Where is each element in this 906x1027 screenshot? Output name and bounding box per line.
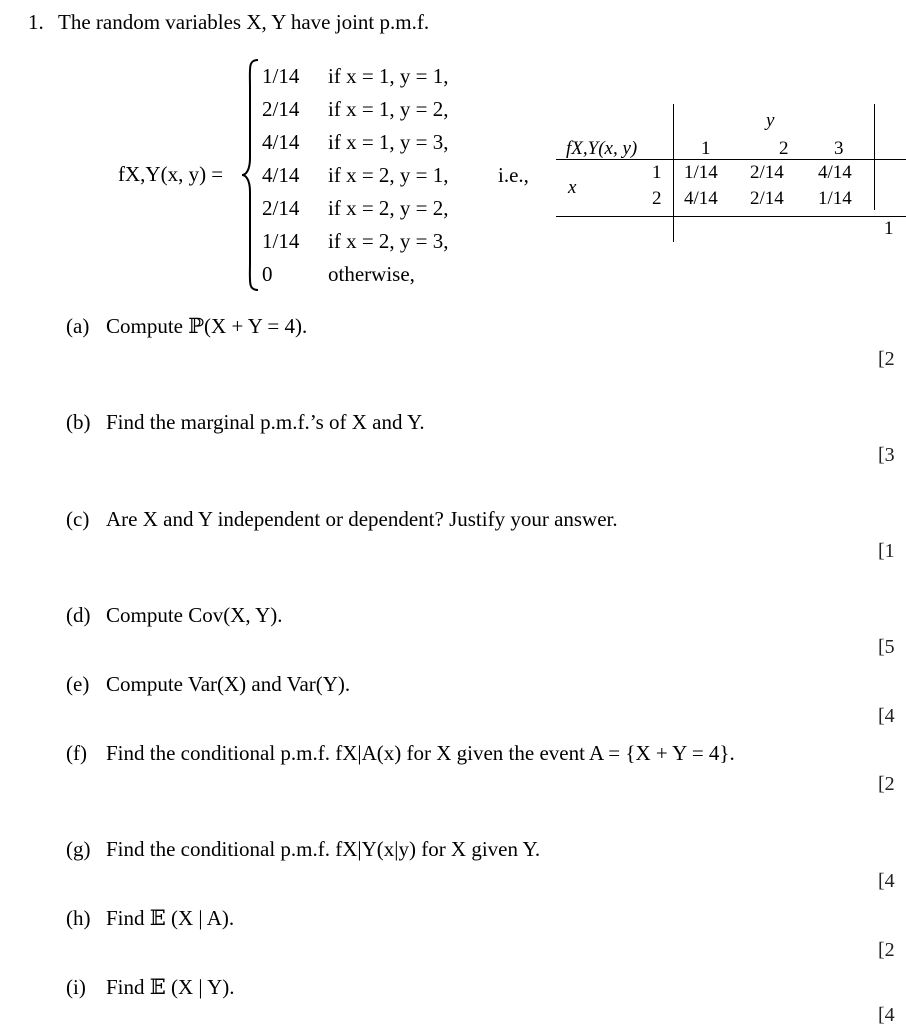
case-value: 4/14 bbox=[262, 130, 300, 154]
part-marks: [3 bbox=[878, 444, 895, 466]
part-text: Find the conditional p.m.f. fX|Y(x|y) for X given Y. bbox=[106, 837, 541, 861]
table-col-header: 2 bbox=[779, 138, 789, 159]
question-number: 1. bbox=[28, 10, 44, 34]
table-cell: 2/14 bbox=[750, 162, 784, 183]
case-condition: if x = 1, y = 1, bbox=[328, 64, 449, 88]
table-cell: 2/14 bbox=[750, 188, 784, 209]
part-label: (d) bbox=[66, 603, 91, 627]
table-col-header: 1 bbox=[701, 138, 711, 159]
part-marks: [4 bbox=[878, 705, 895, 727]
case-condition: if x = 1, y = 3, bbox=[328, 130, 449, 154]
part-text: Find 𝔼 (X | A). bbox=[106, 906, 235, 930]
pmf-lhs: fX,Y(x, y) = bbox=[118, 162, 224, 186]
part-label: (e) bbox=[66, 672, 90, 696]
part-text: Compute Var(X) and Var(Y). bbox=[106, 672, 351, 696]
table-cell: 4/14 bbox=[684, 188, 718, 209]
case-value: 1/14 bbox=[262, 64, 300, 88]
table-row-label: 2 bbox=[652, 188, 662, 209]
part-label: (f) bbox=[66, 741, 87, 765]
part-label: (i) bbox=[66, 975, 86, 999]
part-text: Compute Cov(X, Y). bbox=[106, 603, 283, 627]
part-text: Are X and Y independent or dependent? Justify your answer. bbox=[106, 507, 618, 531]
case-value: 2/14 bbox=[262, 97, 300, 121]
part-text: Find the marginal p.m.f.’s of X and Y. bbox=[106, 410, 425, 434]
part-label: (c) bbox=[66, 507, 90, 531]
case-value: 1/14 bbox=[262, 229, 300, 253]
part-marks: [4 bbox=[878, 870, 895, 892]
part-marks: [4 bbox=[878, 1004, 895, 1026]
table-col-var: y bbox=[766, 110, 775, 131]
table-cell: 1/14 bbox=[684, 162, 718, 183]
case-condition: otherwise, bbox=[328, 262, 415, 286]
case-condition: if x = 2, y = 3, bbox=[328, 229, 449, 253]
part-marks: [2 bbox=[878, 348, 895, 370]
case-condition: if x = 2, y = 1, bbox=[328, 163, 449, 187]
case-value: 4/14 bbox=[262, 163, 300, 187]
table-row-var: x bbox=[568, 177, 577, 198]
part-text: Compute ℙ(X + Y = 4). bbox=[106, 314, 308, 338]
part-label: (h) bbox=[66, 906, 91, 930]
part-label: (g) bbox=[66, 837, 91, 861]
table-hline bbox=[556, 216, 906, 217]
table-cell: 4/14 bbox=[818, 162, 852, 183]
table-col-header: 3 bbox=[834, 138, 844, 159]
part-marks: [5 bbox=[878, 636, 895, 658]
table-cell: 1/14 bbox=[818, 188, 852, 209]
table-corner: fX,Y(x, y) bbox=[566, 138, 638, 159]
case-condition: if x = 2, y = 2, bbox=[328, 196, 449, 220]
part-marks: [2 bbox=[878, 939, 895, 961]
table-row-label: 1 bbox=[652, 162, 662, 183]
part-marks: [2 bbox=[878, 773, 895, 795]
case-value: 0 bbox=[262, 262, 273, 286]
table-vline bbox=[874, 104, 875, 210]
table-vline bbox=[673, 104, 674, 242]
table-edge-label: 1 bbox=[884, 218, 894, 239]
ie-label: i.e., bbox=[498, 163, 529, 187]
part-label: (b) bbox=[66, 410, 91, 434]
case-condition: if x = 1, y = 2, bbox=[328, 97, 449, 121]
left-brace-icon bbox=[240, 58, 262, 292]
part-text: Find 𝔼 (X | Y). bbox=[106, 975, 235, 999]
part-marks: [1 bbox=[878, 540, 895, 562]
case-value: 2/14 bbox=[262, 196, 300, 220]
part-label: (a) bbox=[66, 314, 90, 338]
question-intro: The random variables X, Y have joint p.m.f. bbox=[58, 10, 430, 34]
part-text: Find the conditional p.m.f. fX|A(x) for X given the event A = {X + Y = 4}. bbox=[106, 741, 735, 765]
